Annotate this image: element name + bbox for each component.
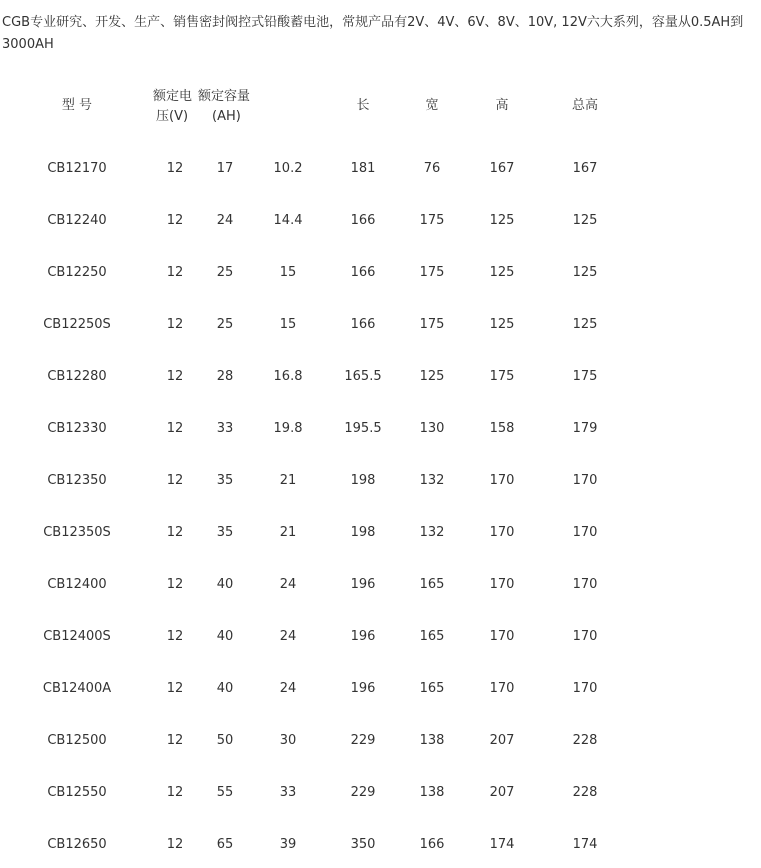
- weight-cell: 21: [279, 525, 297, 540]
- model-cell: CB12240: [47, 213, 107, 228]
- total-height-cell: 170: [572, 525, 598, 540]
- rated-voltage-cell: 12: [166, 837, 184, 852]
- width-cell: 76: [423, 161, 441, 176]
- width-cell: 175: [419, 265, 445, 280]
- total-height-cell: 228: [572, 733, 598, 748]
- length-cell: 195.5: [344, 421, 382, 436]
- model-cell: CB12250: [47, 265, 107, 280]
- length-cell: 196: [350, 681, 376, 696]
- weight-cell: 30: [279, 733, 297, 748]
- height-cell: 170: [489, 473, 515, 488]
- rated-voltage-cell: 12: [166, 317, 184, 332]
- length-cell: 198: [350, 525, 376, 540]
- length-cell: 198: [350, 473, 376, 488]
- width-cell: 138: [419, 785, 445, 800]
- weight-cell: 10.2: [273, 161, 303, 176]
- model-cell: CB12250S: [43, 317, 111, 332]
- rated-voltage-cell: 12: [166, 161, 184, 176]
- total-height-cell: 170: [572, 473, 598, 488]
- height-cell: 170: [489, 681, 515, 696]
- total-height-cell: 125: [572, 317, 598, 332]
- height-cell: 207: [489, 733, 515, 748]
- length-cell: 166: [350, 213, 376, 228]
- header-model: 型 号: [61, 98, 93, 113]
- model-cell: CB12400A: [42, 681, 112, 696]
- height-cell: 207: [489, 785, 515, 800]
- height-cell: 158: [489, 421, 515, 436]
- rated-voltage-cell: 12: [166, 421, 184, 436]
- height-cell: 175: [489, 369, 515, 384]
- rated-voltage-cell: 12: [166, 629, 184, 644]
- rated-voltage-cell: 12: [166, 473, 184, 488]
- rated-capacity-cell: 40: [216, 681, 234, 696]
- model-cell: CB12400S: [43, 629, 111, 644]
- header-length: 长: [356, 98, 370, 113]
- height-cell: 167: [489, 161, 515, 176]
- width-cell: 165: [419, 681, 445, 696]
- rated-voltage-cell: 12: [166, 265, 184, 280]
- header-total-height: 总高: [571, 98, 599, 113]
- model-cell: CB12650: [47, 837, 107, 852]
- rated-capacity-cell: 50: [216, 733, 234, 748]
- width-cell: 165: [419, 629, 445, 644]
- width-cell: 125: [419, 369, 445, 384]
- length-cell: 166: [350, 265, 376, 280]
- header-rated-capacity-top: 额定容量: [198, 89, 251, 104]
- length-cell: 350: [350, 837, 376, 852]
- height-cell: 170: [489, 629, 515, 644]
- length-cell: 166: [350, 317, 376, 332]
- model-cell: CB12350S: [43, 525, 111, 540]
- model-cell: CB12550: [47, 785, 107, 800]
- length-cell: 181: [350, 161, 376, 176]
- weight-cell: 24: [279, 577, 297, 592]
- header-width: 宽: [425, 98, 439, 113]
- rated-voltage-cell: 12: [166, 577, 184, 592]
- weight-cell: 24: [279, 629, 297, 644]
- rated-voltage-cell: 12: [166, 681, 184, 696]
- height-cell: 125: [489, 317, 515, 332]
- rated-voltage-cell: 12: [166, 525, 184, 540]
- intro-text: CGB专业研究、开发、生产、销售密封阀控式铅酸蓄电池，常规产品有2V、4V、6V、8V、10V, 12V六大系列，容量从0.5AH到3000AH: [2, 15, 744, 52]
- rated-capacity-cell: 40: [216, 577, 234, 592]
- total-height-cell: 174: [572, 837, 598, 852]
- model-cell: CB12170: [47, 161, 107, 176]
- rated-capacity-cell: 24: [216, 213, 234, 228]
- model-cell: CB12330: [47, 421, 107, 436]
- total-height-cell: 228: [572, 785, 598, 800]
- rated-capacity-cell: 33: [216, 421, 234, 436]
- length-cell: 196: [350, 629, 376, 644]
- rated-voltage-cell: 12: [166, 733, 184, 748]
- total-height-cell: 170: [572, 681, 598, 696]
- weight-cell: 24: [279, 681, 297, 696]
- weight-cell: 21: [279, 473, 297, 488]
- width-cell: 175: [419, 213, 445, 228]
- total-height-cell: 125: [572, 213, 598, 228]
- rated-capacity-cell: 28: [216, 369, 234, 384]
- length-cell: 196: [350, 577, 376, 592]
- total-height-cell: 179: [572, 421, 598, 436]
- model-cell: CB12280: [47, 369, 107, 384]
- rated-capacity-cell: 35: [216, 525, 234, 540]
- height-cell: 125: [489, 265, 515, 280]
- header-rated-capacity-bottom: (AH): [212, 109, 241, 124]
- weight-cell: 33: [279, 785, 297, 800]
- width-cell: 175: [419, 317, 445, 332]
- total-height-cell: 125: [572, 265, 598, 280]
- rated-voltage-cell: 12: [166, 369, 184, 384]
- rated-capacity-cell: 55: [216, 785, 234, 800]
- height-cell: 170: [489, 577, 515, 592]
- length-cell: 165.5: [344, 369, 382, 384]
- model-cell: CB12400: [47, 577, 107, 592]
- weight-cell: 15: [279, 265, 297, 280]
- model-cell: CB12500: [47, 733, 107, 748]
- height-cell: 125: [489, 213, 515, 228]
- total-height-cell: 167: [572, 161, 598, 176]
- width-cell: 130: [419, 421, 445, 436]
- height-cell: 170: [489, 525, 515, 540]
- rated-capacity-cell: 17: [216, 161, 234, 176]
- total-height-cell: 170: [572, 577, 598, 592]
- header-height: 高: [495, 98, 509, 113]
- model-cell: CB12350: [47, 473, 107, 488]
- weight-cell: 39: [279, 837, 297, 852]
- total-height-cell: 175: [572, 369, 598, 384]
- width-cell: 138: [419, 733, 445, 748]
- rated-capacity-cell: 25: [216, 317, 234, 332]
- weight-cell: 16.8: [273, 369, 303, 384]
- rated-voltage-cell: 12: [166, 213, 184, 228]
- header-rated-voltage-bottom: 压(V): [156, 109, 189, 124]
- rated-capacity-cell: 35: [216, 473, 234, 488]
- weight-cell: 19.8: [273, 421, 303, 436]
- width-cell: 132: [419, 473, 445, 488]
- rated-capacity-cell: 65: [216, 837, 234, 852]
- rated-capacity-cell: 40: [216, 629, 234, 644]
- rated-capacity-cell: 25: [216, 265, 234, 280]
- length-cell: 229: [350, 785, 376, 800]
- height-cell: 174: [489, 837, 515, 852]
- header-rated-voltage-top: 额定电: [153, 89, 193, 104]
- weight-cell: 15: [279, 317, 297, 332]
- length-cell: 229: [350, 733, 376, 748]
- width-cell: 166: [419, 837, 445, 852]
- weight-cell: 14.4: [273, 213, 303, 228]
- total-height-cell: 170: [572, 629, 598, 644]
- width-cell: 165: [419, 577, 445, 592]
- width-cell: 132: [419, 525, 445, 540]
- rated-voltage-cell: 12: [166, 785, 184, 800]
